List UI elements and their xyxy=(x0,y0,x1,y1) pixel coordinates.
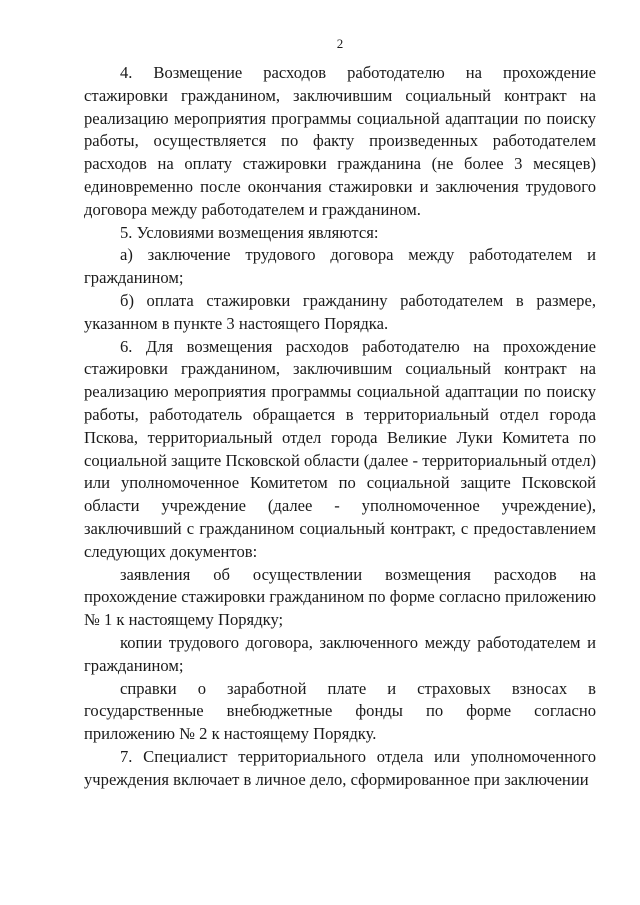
page-number: 2 xyxy=(336,36,344,51)
paragraph-5a: а) заключение трудового договора между работодателем и гражданином; xyxy=(84,245,596,288)
document-item-application: заявления об осуществлении возмещения расходов на прохождение стажировки гражданином по форме согласно приложению № 1 к настоящему Порядку; xyxy=(84,564,596,630)
paragraph-5: 5. Условиями возмещения являются: xyxy=(120,222,379,242)
paragraph-6: 6. Для возмещения расходов работодателю на прохождение стажировки гражданином, заключившим социальный контракт на реализацию мероприятия программы социальной адаптации по поиску работы, работодатель обращается в территориальный отдел города Пскова, территориальный отдел города Великие Луки Комитета по социальной защите Псковской области (далее - территориальный отдел) или уполномоченное Комитетом по социальной защите Псковской области учреждение (далее - уполномоченное учреждение), заключивший с гражданином социальный контракт, с предоставлением следующих документов: xyxy=(84,336,596,561)
document-body xyxy=(84,62,596,792)
document-item-contract-copy: копии трудового договора, заключенного между работодателем и гражданином; xyxy=(84,632,596,675)
paragraph-7: 7. Специалист территориального отдела или уполномоченного учреждения включает в личное дело, сформированное при заключении xyxy=(84,746,596,789)
paragraph-5b: б) оплата стажировки гражданину работодателем в размере, указанном в пункте 3 настоящего Порядка. xyxy=(84,290,596,333)
document-item-salary-certificate: справки о заработной плате и страховых взносах в государственные внебюджетные фонды по форме согласно приложению № 2 к настоящему Порядку. xyxy=(84,678,596,744)
paragraph-4: 4. Возмещение расходов работодателю на прохождение стажировки гражданином, заключившим социальный контракт на реализацию мероприятия программы социальной адаптации по поиску работы, осуществляется по факту произведенных работодателем расходов на оплату стажировки гражданина (не более 3 месяцев) единовременно после окончания стажировки и заключения трудового договора между работодателем и гражданином. xyxy=(84,63,596,219)
